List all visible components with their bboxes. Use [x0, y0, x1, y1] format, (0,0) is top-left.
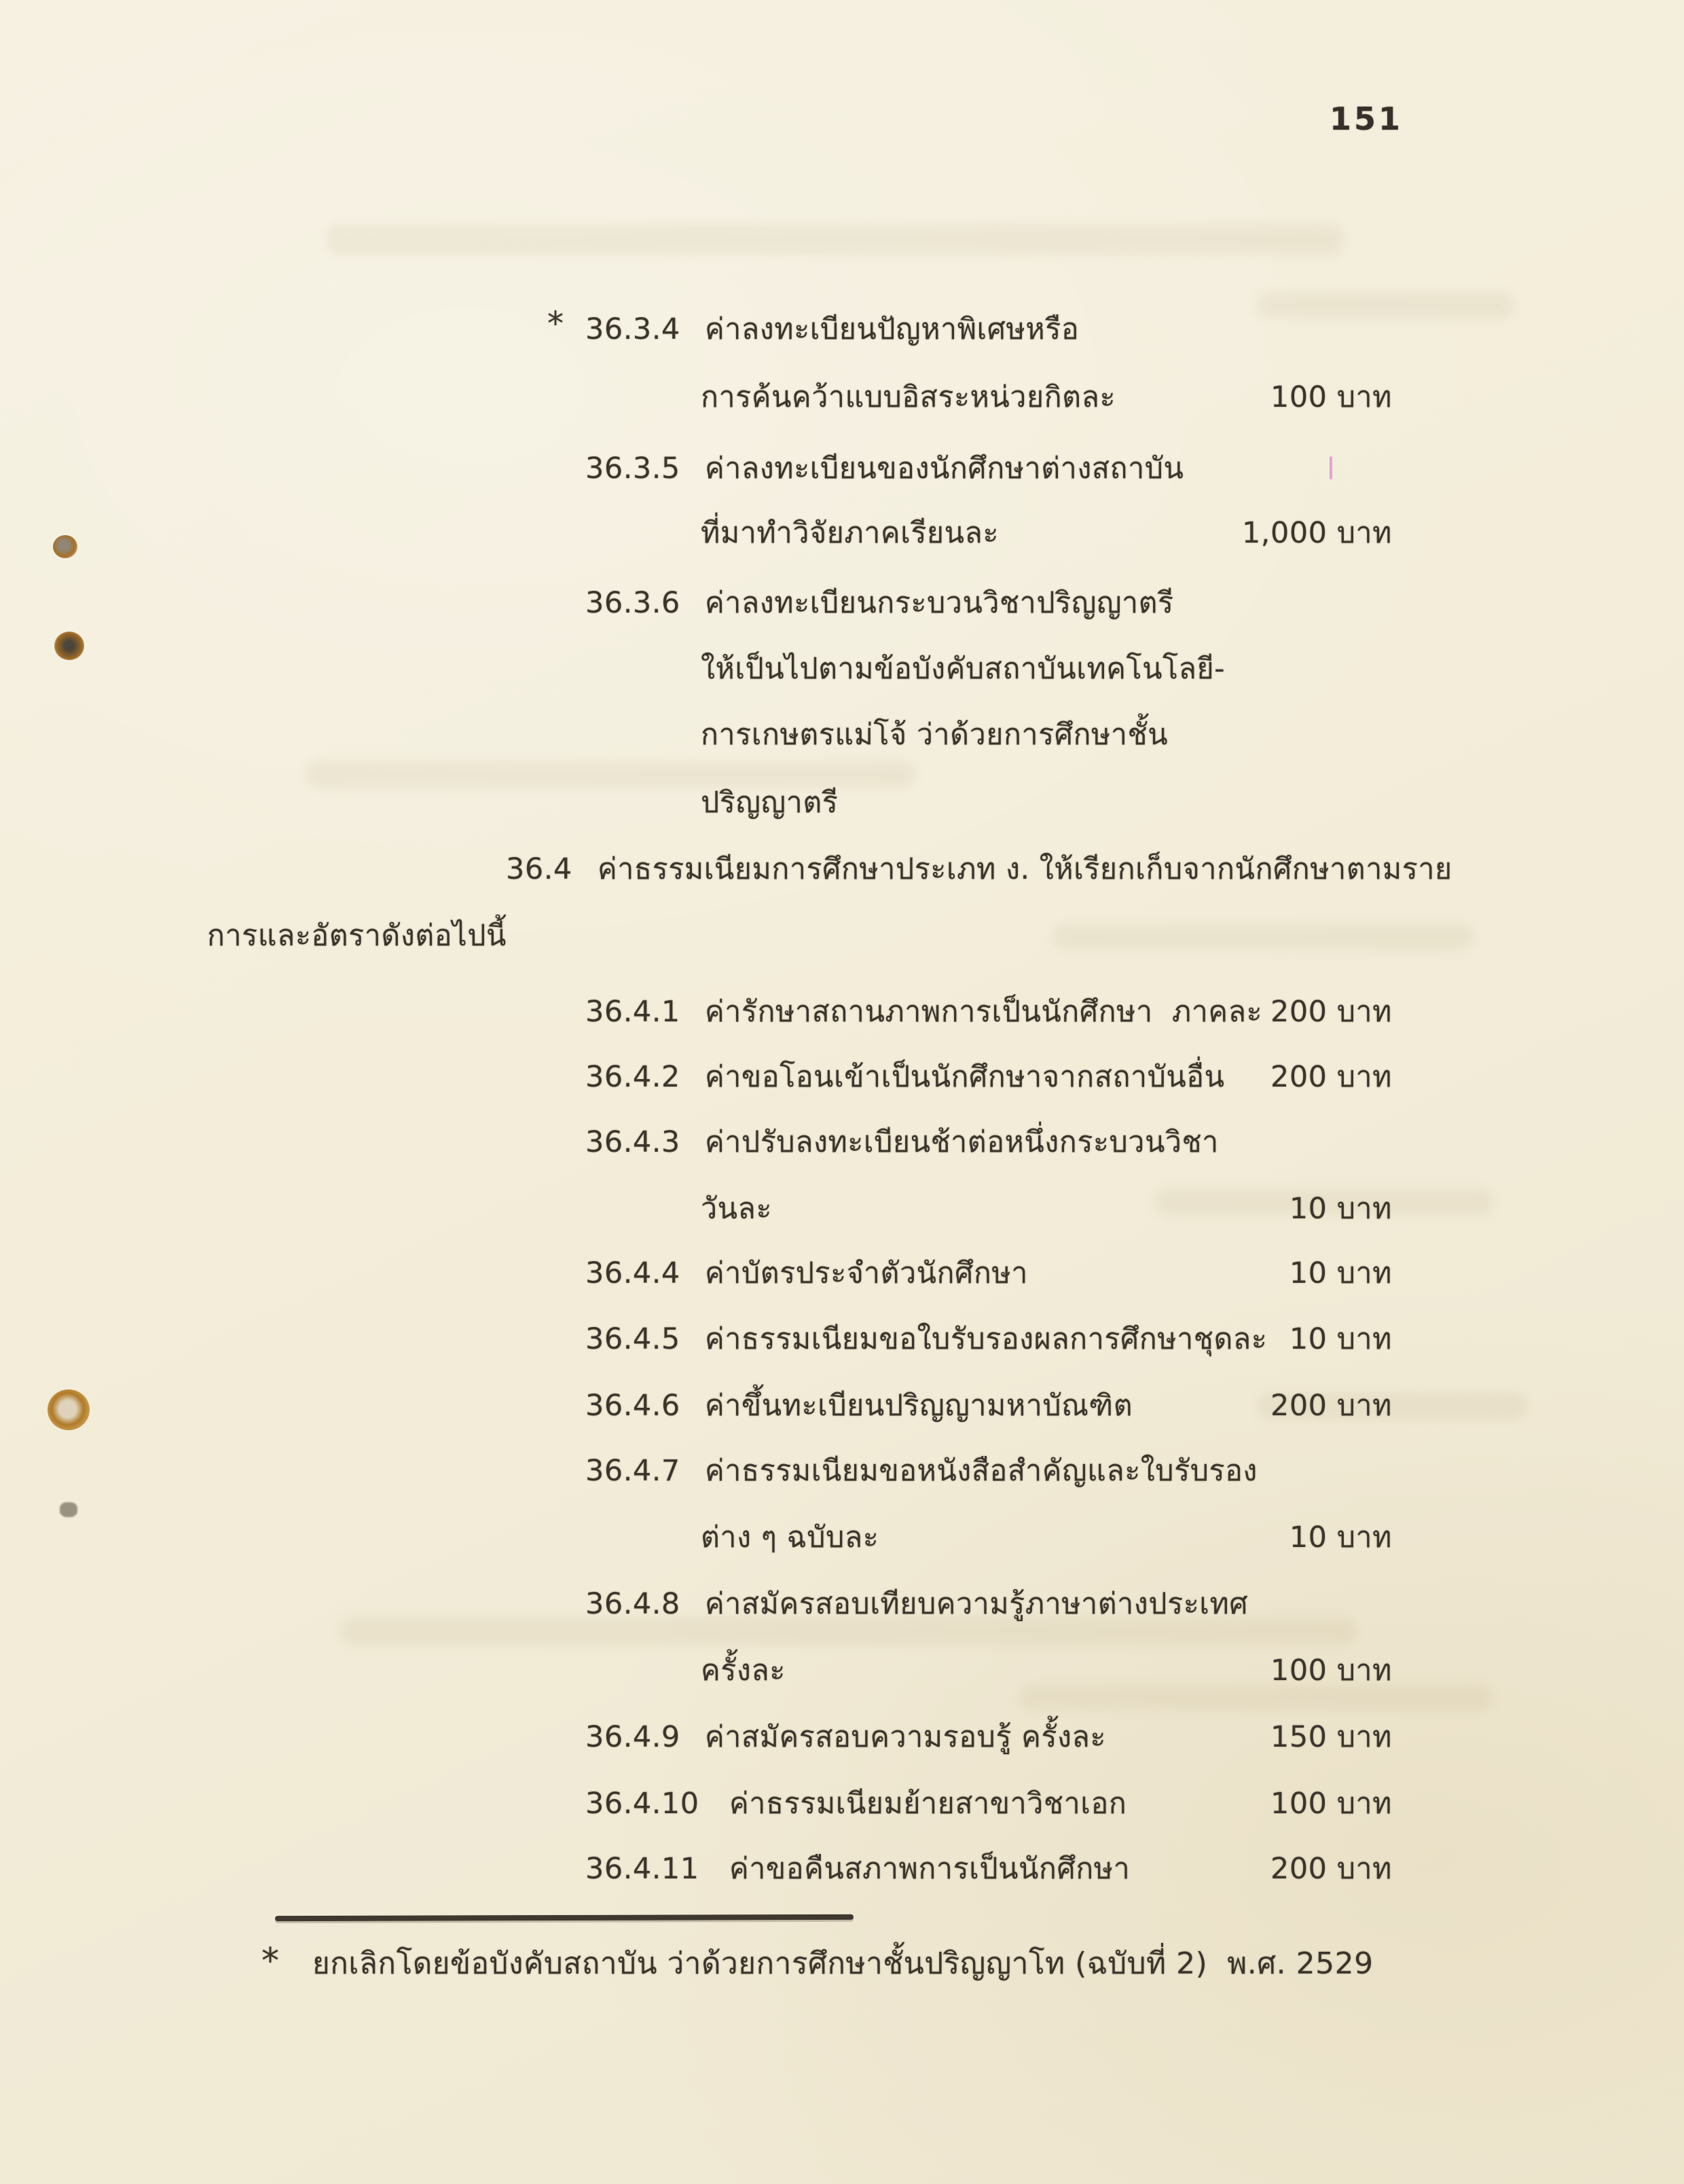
- fee-row: [0, 1451, 1684, 1493]
- footnote-text: ยกเลิกโดยข้อบังคับสถาบัน ว่าด้วยการศึกษาชั้นปริญญาโท (ฉบับที่ 2) พ.ศ. 2529: [312, 1946, 1374, 1981]
- clause-amount: 10 บาท: [1289, 1256, 1392, 1290]
- clause-continuation: การเกษตรแม่โจ้ ว่าด้วยการศึกษาชั้น: [701, 718, 1169, 752]
- clause-continuation: ให้เป็นไปตามข้อบังคับสถาบันเทคโนโลยี-: [701, 652, 1226, 686]
- clause-text: ค่าธรรมเนียมขอหนังสือสำคัญและใบรับรอง: [705, 1454, 1258, 1488]
- gray-speck: [60, 1502, 77, 1517]
- clause-text: ค่าสมัครสอบความรอบรู้ ครั้งละ: [705, 1720, 1106, 1754]
- fee-row: [0, 1319, 1684, 1361]
- clause-row: [0, 714, 1684, 757]
- section-heading: [0, 849, 1684, 891]
- fee-row: [0, 1717, 1684, 1759]
- clause-amount: 1,000 บาท: [1241, 516, 1392, 550]
- fee-row: [0, 1517, 1684, 1559]
- clause-text: ค่าธรรมเนียมขอใบรับรองผลการศึกษาชุดละ: [705, 1322, 1268, 1356]
- clause-amount: 10 บาท: [1289, 1192, 1392, 1226]
- clause-amount: 200 บาท: [1270, 995, 1392, 1029]
- clause-row: [0, 513, 1684, 555]
- clause-amount: 100 บาท: [1270, 380, 1392, 414]
- clause-amount: 200 บาท: [1270, 1389, 1392, 1423]
- clause-text: ค่าสมัครสอบเทียบความรู้ภาษาต่างประเทศ: [705, 1587, 1249, 1621]
- clause-number: 36.4.3: [585, 1125, 680, 1159]
- clause-text: ค่าธรรมเนียมย้ายสาขาวิชาเอก: [729, 1787, 1127, 1821]
- clause-row: [0, 448, 1684, 490]
- clause-text: ค่าขอคืนสภาพการเป็นนักศึกษา: [729, 1852, 1131, 1886]
- clause-amount: 10 บาท: [1289, 1322, 1392, 1356]
- clause-number: 36.4.6: [585, 1389, 680, 1423]
- clause-text: ค่าลงทะเบียนของนักศึกษาต่างสถาบัน: [705, 452, 1184, 486]
- fee-row: [0, 1849, 1684, 1891]
- clause-amount: 10 บาท: [1289, 1521, 1392, 1554]
- fee-row: [0, 1385, 1684, 1427]
- clause-text: ค่าบัตรประจำตัวนักศึกษา: [705, 1256, 1028, 1290]
- clause-continuation: ที่มาทำวิจัยภาคเรียนละ: [701, 516, 999, 550]
- clause-text: ค่าลงทะเบียนปัญหาพิเศษหรือ: [705, 312, 1080, 346]
- fee-row: [0, 1584, 1684, 1626]
- bleed-smudge: [326, 224, 1344, 255]
- clause-number: 36.4.11: [585, 1852, 699, 1886]
- clause-number: 36.4.7: [585, 1454, 680, 1488]
- clause-row: [0, 782, 1684, 824]
- clause-text: การและอัตราดังต่อไปนี้: [207, 919, 507, 953]
- fee-row: [0, 1650, 1684, 1692]
- clause-number: 36.4.9: [585, 1720, 680, 1754]
- clause-text: ค่าลงทะเบียนกระบวนวิชาปริญญาตรี: [705, 586, 1174, 620]
- clause-text: ค่ารักษาสถานภาพการเป็นนักศึกษา ภาคละ: [705, 995, 1263, 1029]
- clause-number: 36.3.6: [585, 586, 680, 620]
- clause-number: 36.4.4: [585, 1256, 680, 1290]
- clause-row: [0, 583, 1684, 625]
- clause-text: ค่าขอโอนเข้าเป็นนักศึกษาจากสถาบันอื่น: [705, 1060, 1225, 1094]
- clause-amount: 200 บาท: [1270, 1060, 1392, 1094]
- clause-text: ค่าธรรมเนียมการศึกษาประเภท ง. ให้เรียกเก็บจากนักศึกษาตามราย: [598, 852, 1452, 886]
- fee-row: [0, 991, 1684, 1034]
- clause-row: [0, 305, 1684, 351]
- asterisk-marker: *: [547, 305, 564, 343]
- asterisk-marker: *: [261, 1941, 280, 1982]
- clause-number: 36.4: [506, 852, 572, 886]
- clause-continuation: ต่าง ๆ ฉบับละ: [701, 1521, 879, 1554]
- clause-number: 36.3.5: [585, 452, 680, 486]
- clause-row: [0, 377, 1684, 419]
- footnote: [0, 1941, 1684, 1986]
- clause-text: ค่าขึ้นทะเบียนปริญญามหาบัณฑิต: [705, 1389, 1133, 1423]
- clause-continuation: ปริญญาตรี: [701, 786, 839, 820]
- clause-number: 36.3.4: [585, 312, 680, 346]
- page-number: 151: [1330, 101, 1404, 137]
- clause-amount: 100 บาท: [1270, 1654, 1392, 1688]
- clause-amount: 100 บาท: [1270, 1787, 1392, 1821]
- fee-row: [0, 1188, 1684, 1231]
- clause-number: 36.4.5: [585, 1322, 680, 1356]
- clause-text: ค่าปรับลงทะเบียนช้าต่อหนึ่งกระบวนวิชา: [705, 1125, 1219, 1159]
- clause-number: 36.4.10: [585, 1787, 699, 1821]
- clause-number: 36.4.8: [585, 1587, 680, 1621]
- clause-row: [0, 649, 1684, 691]
- clause-number: 36.4.1: [585, 995, 680, 1029]
- fee-row: [0, 1783, 1684, 1825]
- clause-continuation: ครั้งละ: [701, 1654, 786, 1688]
- fee-row: [0, 1122, 1684, 1164]
- clause-amount: 150 บาท: [1270, 1720, 1392, 1754]
- clause-number: 36.4.2: [585, 1060, 680, 1094]
- footnote-rule: [275, 1914, 854, 1921]
- section-heading-continuation: [0, 915, 1684, 958]
- fee-row: [0, 1253, 1684, 1295]
- fee-row: [0, 1057, 1684, 1099]
- clause-amount: 200 บาท: [1270, 1852, 1392, 1886]
- clause-continuation: วันละ: [701, 1192, 772, 1226]
- clause-continuation: การค้นคว้าแบบอิสระหน่วยกิตละ: [701, 380, 1116, 414]
